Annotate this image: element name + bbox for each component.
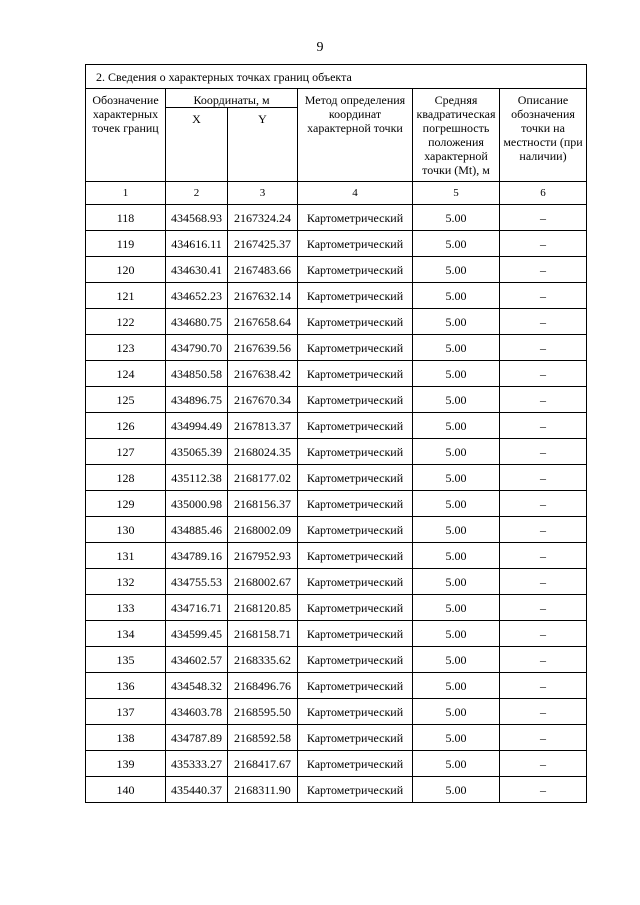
description-cell: – [500, 387, 587, 413]
error-cell: 5.00 [413, 673, 500, 699]
y-coord-cell: 2168335.62 [228, 647, 298, 673]
page-number: 9 [316, 40, 324, 55]
y-coord-cell: 2167639.56 [228, 335, 298, 361]
description-cell: – [500, 465, 587, 491]
y-coord-cell: 2167632.14 [228, 283, 298, 309]
point-id-cell: 125 [86, 387, 166, 413]
method-cell: Картометрический [298, 621, 413, 647]
x-coord-cell: 435000.98 [166, 491, 228, 517]
description-cell: – [500, 309, 587, 335]
error-cell: 5.00 [413, 647, 500, 673]
point-id-cell: 133 [86, 595, 166, 621]
header-method: Метод определения координат характерной точки [298, 89, 413, 182]
point-id-cell: 132 [86, 569, 166, 595]
error-cell: 5.00 [413, 569, 500, 595]
table-row [86, 361, 587, 387]
description-cell: – [500, 647, 587, 673]
x-coord-cell: 435065.39 [166, 439, 228, 465]
method-cell: Картометрический [298, 777, 413, 803]
table-row [86, 231, 587, 257]
table-row [86, 595, 587, 621]
description-cell: – [500, 699, 587, 725]
description-cell: – [500, 231, 587, 257]
point-id-cell: 137 [86, 699, 166, 725]
y-coord-cell: 2168120.85 [228, 595, 298, 621]
section-title: 2. Сведения о характерных точках границ объекта [86, 65, 587, 89]
table-row [86, 569, 587, 595]
point-id-cell: 126 [86, 413, 166, 439]
description-cell: – [500, 595, 587, 621]
point-id-cell: 127 [86, 439, 166, 465]
method-cell: Картометрический [298, 257, 413, 283]
column-number: 1 [86, 182, 166, 205]
method-cell: Картометрический [298, 387, 413, 413]
table-row [86, 777, 587, 803]
error-cell: 5.00 [413, 257, 500, 283]
point-id-cell: 131 [86, 543, 166, 569]
method-cell: Картометрический [298, 569, 413, 595]
method-cell: Картометрический [298, 335, 413, 361]
method-cell: Картометрический [298, 751, 413, 777]
x-coord-cell: 435333.27 [166, 751, 228, 777]
point-id-cell: 120 [86, 257, 166, 283]
description-cell: – [500, 439, 587, 465]
error-cell: 5.00 [413, 543, 500, 569]
description-cell: – [500, 569, 587, 595]
x-coord-cell: 434602.57 [166, 647, 228, 673]
point-id-cell: 136 [86, 673, 166, 699]
header-error: Средняя квадратическая погрешность положения характерной точки (Mt), м [413, 89, 500, 182]
description-cell: – [500, 205, 587, 231]
method-cell: Картометрический [298, 517, 413, 543]
x-coord-cell: 434568.93 [166, 205, 228, 231]
error-cell: 5.00 [413, 309, 500, 335]
header-coordinates: Координаты, м [166, 89, 298, 108]
method-cell: Картометрический [298, 413, 413, 439]
method-cell: Картометрический [298, 491, 413, 517]
point-id-cell: 123 [86, 335, 166, 361]
column-number: 3 [228, 182, 298, 205]
header-x: X [166, 108, 228, 182]
error-cell: 5.00 [413, 751, 500, 777]
point-id-cell: 121 [86, 283, 166, 309]
x-coord-cell: 434994.49 [166, 413, 228, 439]
method-cell: Картометрический [298, 647, 413, 673]
x-coord-cell: 434885.46 [166, 517, 228, 543]
x-coord-cell: 434599.45 [166, 621, 228, 647]
description-cell: – [500, 491, 587, 517]
error-cell: 5.00 [413, 699, 500, 725]
error-cell: 5.00 [413, 205, 500, 231]
x-coord-cell: 434755.53 [166, 569, 228, 595]
x-coord-cell: 434787.89 [166, 725, 228, 751]
error-cell: 5.00 [413, 621, 500, 647]
x-coord-cell: 434716.71 [166, 595, 228, 621]
method-cell: Картометрический [298, 361, 413, 387]
table-row [86, 751, 587, 777]
error-cell: 5.00 [413, 517, 500, 543]
method-cell: Картометрический [298, 283, 413, 309]
point-id-cell: 128 [86, 465, 166, 491]
x-coord-cell: 434630.41 [166, 257, 228, 283]
y-coord-cell: 2167324.24 [228, 205, 298, 231]
y-coord-cell: 2167813.37 [228, 413, 298, 439]
error-cell: 5.00 [413, 231, 500, 257]
description-cell: – [500, 517, 587, 543]
y-coord-cell: 2168595.50 [228, 699, 298, 725]
y-coord-cell: 2167670.34 [228, 387, 298, 413]
point-id-cell: 139 [86, 751, 166, 777]
error-cell: 5.00 [413, 777, 500, 803]
error-cell: 5.00 [413, 413, 500, 439]
method-cell: Картометрический [298, 439, 413, 465]
y-coord-cell: 2167952.93 [228, 543, 298, 569]
error-cell: 5.00 [413, 725, 500, 751]
table-row [86, 257, 587, 283]
description-cell: – [500, 335, 587, 361]
column-numbers-row [86, 182, 587, 205]
description-cell: – [500, 543, 587, 569]
table-row [86, 491, 587, 517]
description-cell: – [500, 621, 587, 647]
error-cell: 5.00 [413, 283, 500, 309]
header-description: Описание обозначения точки на местности (при наличии) [500, 89, 587, 182]
method-cell: Картометрический [298, 595, 413, 621]
x-coord-cell: 434603.78 [166, 699, 228, 725]
error-cell: 5.00 [413, 335, 500, 361]
y-coord-cell: 2168156.37 [228, 491, 298, 517]
y-coord-cell: 2168592.58 [228, 725, 298, 751]
point-id-cell: 140 [86, 777, 166, 803]
error-cell: 5.00 [413, 595, 500, 621]
method-cell: Картометрический [298, 309, 413, 335]
method-cell: Картометрический [298, 205, 413, 231]
y-coord-cell: 2167658.64 [228, 309, 298, 335]
y-coord-cell: 2168002.09 [228, 517, 298, 543]
x-coord-cell: 434896.75 [166, 387, 228, 413]
table-row [86, 517, 587, 543]
description-cell: – [500, 413, 587, 439]
point-id-cell: 135 [86, 647, 166, 673]
method-cell: Картометрический [298, 543, 413, 569]
point-id-cell: 130 [86, 517, 166, 543]
x-coord-cell: 434790.70 [166, 335, 228, 361]
table-row [86, 647, 587, 673]
table-row [86, 465, 587, 491]
x-coord-cell: 434789.16 [166, 543, 228, 569]
y-coord-cell: 2168158.71 [228, 621, 298, 647]
point-id-cell: 118 [86, 205, 166, 231]
description-cell: – [500, 283, 587, 309]
table-row [86, 621, 587, 647]
y-coord-cell: 2167425.37 [228, 231, 298, 257]
column-number: 4 [298, 182, 413, 205]
error-cell: 5.00 [413, 465, 500, 491]
point-id-cell: 124 [86, 361, 166, 387]
point-id-cell: 122 [86, 309, 166, 335]
point-id-cell: 138 [86, 725, 166, 751]
table-row [86, 673, 587, 699]
point-id-cell: 119 [86, 231, 166, 257]
method-cell: Картометрический [298, 725, 413, 751]
y-coord-cell: 2168024.35 [228, 439, 298, 465]
table-row [86, 309, 587, 335]
table-row [86, 413, 587, 439]
x-coord-cell: 434850.58 [166, 361, 228, 387]
table-row [86, 725, 587, 751]
y-coord-cell: 2168417.67 [228, 751, 298, 777]
x-coord-cell: 435112.38 [166, 465, 228, 491]
table-row [86, 205, 587, 231]
y-coord-cell: 2168002.67 [228, 569, 298, 595]
y-coord-cell: 2167638.42 [228, 361, 298, 387]
column-number: 2 [166, 182, 228, 205]
method-cell: Картометрический [298, 699, 413, 725]
x-coord-cell: 435440.37 [166, 777, 228, 803]
description-cell: – [500, 257, 587, 283]
method-cell: Картометрический [298, 231, 413, 257]
y-coord-cell: 2168496.76 [228, 673, 298, 699]
y-coord-cell: 2168311.90 [228, 777, 298, 803]
table-row [86, 335, 587, 361]
point-id-cell: 129 [86, 491, 166, 517]
x-coord-cell: 434652.23 [166, 283, 228, 309]
x-coord-cell: 434616.11 [166, 231, 228, 257]
error-cell: 5.00 [413, 439, 500, 465]
table-row [86, 543, 587, 569]
description-cell: – [500, 725, 587, 751]
x-coord-cell: 434548.32 [166, 673, 228, 699]
table-row [86, 439, 587, 465]
description-cell: – [500, 777, 587, 803]
table-row [86, 699, 587, 725]
error-cell: 5.00 [413, 387, 500, 413]
table-row [86, 283, 587, 309]
table-row [86, 387, 587, 413]
boundary-points-table [85, 64, 587, 803]
point-id-cell: 134 [86, 621, 166, 647]
y-coord-cell: 2167483.66 [228, 257, 298, 283]
error-cell: 5.00 [413, 361, 500, 387]
y-coord-cell: 2168177.02 [228, 465, 298, 491]
header-point-designation: Обозначение характерных точек границ [86, 89, 166, 182]
error-cell: 5.00 [413, 491, 500, 517]
header-y: Y [228, 108, 298, 182]
method-cell: Картометрический [298, 673, 413, 699]
description-cell: – [500, 673, 587, 699]
x-coord-cell: 434680.75 [166, 309, 228, 335]
method-cell: Картометрический [298, 465, 413, 491]
column-number: 5 [413, 182, 500, 205]
column-number: 6 [500, 182, 587, 205]
description-cell: – [500, 751, 587, 777]
description-cell: – [500, 361, 587, 387]
